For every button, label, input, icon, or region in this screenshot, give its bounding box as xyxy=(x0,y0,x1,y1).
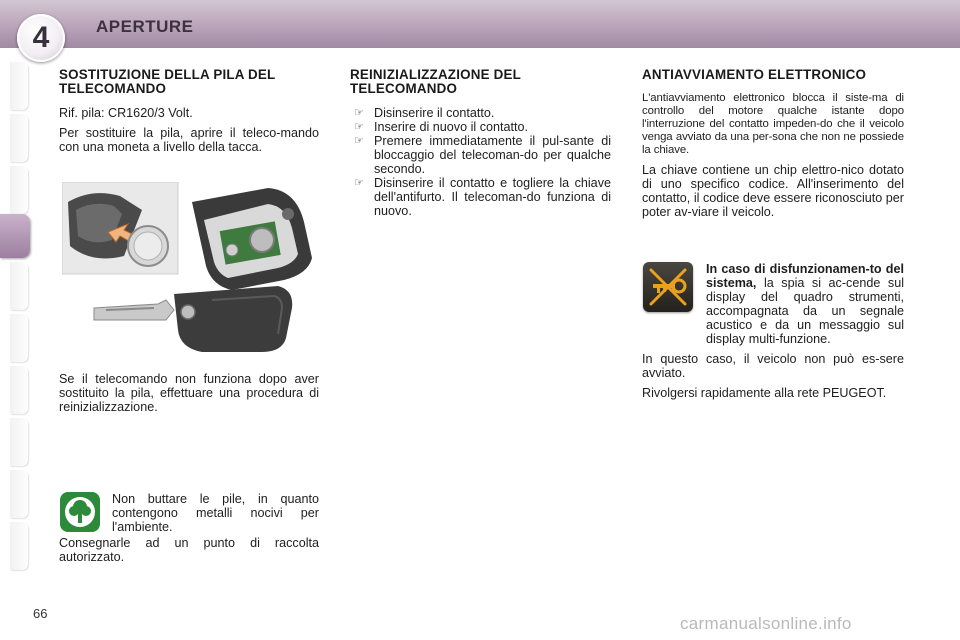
chapter-number-badge: 4 xyxy=(17,14,65,62)
eco-warning xyxy=(112,492,319,540)
pointing-hand-icon: ☞ xyxy=(354,177,364,189)
remote-key-drawing xyxy=(62,182,314,360)
chapter-tab-10[interactable] xyxy=(10,522,28,570)
chapter-tab-8[interactable] xyxy=(10,418,28,466)
malfunction-lead: In caso di disfunzionamen-to del sistema, xyxy=(706,262,904,290)
page-number: 66 xyxy=(33,606,48,621)
immobilizer-warning-lamp-icon xyxy=(643,262,693,312)
reinit-section-heading: REINIZIALIZZAZIONE DEL TELECOMANDO xyxy=(350,67,521,96)
list-item: ☞ Disinserire il contatto. xyxy=(354,106,495,120)
key-chip-info: La chiave contiene un chip elettro-nico dotato di uno specifico codice. All'inserimento del contatto, il codice deve essere riconosciuto per poter av-viare il veicolo. xyxy=(642,163,904,219)
key-battery-illustration xyxy=(62,182,314,360)
pointing-hand-icon: ☞ xyxy=(354,135,364,147)
list-item: ☞ Inserire di nuovo il contatto. xyxy=(354,120,529,134)
consequence-text: In questo caso, il veicolo non può es-sere avviato. xyxy=(642,352,904,380)
pointing-hand-icon: ☞ xyxy=(354,121,364,133)
eco-disposal-block xyxy=(59,536,319,570)
reinit-reminder xyxy=(59,372,319,420)
immobilizer-heading: ANTIAVVIAMENTO ELETTRONICO xyxy=(642,67,867,82)
battery-replacement-section xyxy=(59,68,319,160)
chapter-tab-3[interactable] xyxy=(10,166,28,214)
chapter-tab-rail xyxy=(0,48,30,578)
chapter-tab-9[interactable] xyxy=(10,470,28,518)
malfunction-notice xyxy=(706,262,904,352)
eco-note: Non buttare le pile, in quanto contengono metalli nocivi per l'ambiente. xyxy=(112,492,319,534)
contact-dealer-text: Rivolgersi rapidamente alla rete PEUGEOT. xyxy=(642,386,887,400)
reinitialization-section xyxy=(350,68,611,218)
list-item: ☞ Premere immediatamente il pul-sante di bloccaggio del telecoman-do per qualche secondo. xyxy=(354,134,611,176)
after-replacement-note: Se il telecomando non funziona dopo aver sostituito la pila, effettuare una procedura di reinizializzazione. xyxy=(59,372,319,414)
immobilizer-section xyxy=(642,68,904,225)
eco-disposal: Consegnarle ad un punto di raccolta autorizzato. xyxy=(59,536,319,564)
immobilizer-intro: L'antiavviamento elettronico blocca il siste-ma di controllo del motore qualche istante dopo l'interruzione del contatto impeden-do che il veicolo venga avviato da una per-sona che non ne possiede la chiave. xyxy=(642,92,904,156)
environment-tree-icon xyxy=(60,492,100,532)
chapter-tab-5[interactable] xyxy=(10,262,28,310)
chapter-tab-7[interactable] xyxy=(10,366,28,414)
list-item: ☞ Disinserire il contatto e togliere la chiave dell'antifurto. Il telecoman-do funziona di nuovo. xyxy=(354,176,611,218)
malfunction-text: la spia si ac-cende sul display del quadro strumenti, accompagnata da un segnale acustico e da un messaggio sul display multi-funzione. xyxy=(706,276,904,346)
chapter-tab-2[interactable] xyxy=(10,114,28,162)
chapter-title: APERTURE xyxy=(96,17,194,36)
chapter-tab-6[interactable] xyxy=(10,314,28,362)
chapter-tab-1[interactable] xyxy=(10,62,28,110)
immobilizer-advice xyxy=(642,352,904,406)
battery-instructions: Per sostituire la pila, aprire il teleco-mando con una moneta a livello della tacca. xyxy=(59,126,319,154)
chapter-header-band xyxy=(0,0,960,48)
watermark: carmanualsonline.info xyxy=(680,614,852,633)
battery-spec: Rif. pila: CR1620/3 Volt. xyxy=(59,106,193,120)
battery-section-heading: SOSTITUZIONE DELLA PILA DEL TELECOMANDO xyxy=(59,67,276,96)
chapter-tab-4-active[interactable] xyxy=(0,214,30,258)
pointing-hand-icon: ☞ xyxy=(354,107,364,119)
reinit-steps-list xyxy=(350,106,611,218)
